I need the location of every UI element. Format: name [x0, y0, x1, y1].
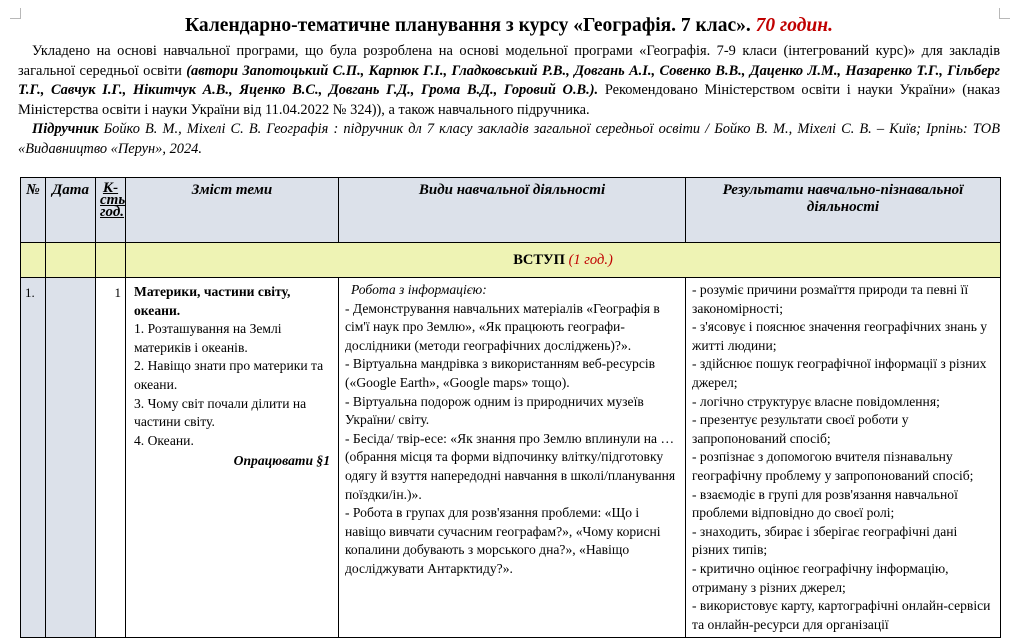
result-item: - презентує результати своєї роботи у запропонований спосіб; — [692, 412, 909, 446]
result-item: - взаємодіє в групі для розв'язання навчальної проблеми відповідно до своєї ролі; — [692, 486, 958, 521]
result-item: - розпізнає з допомогою вчителя пізнавальну географічну проблему у запропонований спосіб; — [692, 449, 974, 483]
result-item: - розуміє причини розмаїття природи та певні її закономірності; — [692, 282, 969, 316]
result-item: - критично оцінює географічну інформацію, отриману з різних джерел; — [692, 560, 949, 595]
header-date[interactable]: Дата — [46, 178, 96, 243]
section-row — [21, 243, 1001, 278]
planning-table — [20, 177, 1001, 638]
result-item: - використовує карту, картографічні онлайн-сервіси та онлайн-ресурси для організації — [692, 598, 991, 632]
textbook-text: Бойко В. М., Міхелі С. В. Географія : підручник дл 7 класу закладів загальної середньої освіти / Бойко В. М., Міхелі С. В. – Київ; Ірпінь: ТОВ «Видавництво «Перун», 2024. — [18, 121, 1000, 157]
topic-item: 4. Океани. — [134, 432, 194, 448]
title-main: Календарно-тематичне планування з курсу «Географія. 7 клас». — [185, 15, 751, 36]
intro-text-before: Укладено на основі навчальної програми, що була розроблена на основі модельної програми «Географія. 7-9 класи (інтегрований курс)» для закладів загальної середньої освіти — [18, 43, 1000, 79]
header-results[interactable]: Результати навчально-пізнавальної діяльності — [686, 178, 1001, 243]
table-header-row — [21, 178, 1001, 243]
lesson-count[interactable]: 1 — [96, 278, 126, 638]
textbook-paragraph[interactable] — [18, 120, 1000, 159]
lesson-results-cell[interactable] — [686, 278, 1001, 638]
intro-authors: (автори Запотоцький С.П., Карпюк Г.І., Гладковський Р.В., Довгань А.І., Совенко В.В., Даценко Л.М., Назаренко Т.Г., Гільберг Т.Г., Савчук І.Г., Нікитчук А.В., Яценко В.С., Довгань Г.Д., Грома В.Д., Горовий О.В.). — [18, 62, 1000, 98]
activity-item: - Робота в групах для розв'язання проблеми: «Що і навіщо вивчати сучасним географам?», «Чому корисні копалини добувають з морського дна?», «Навіщо досліджувати Антарктиду?». — [345, 505, 661, 576]
document-page — [18, 0, 1000, 159]
result-item: - знаходить, збирає і зберігає географічні дані різних типів; — [692, 523, 958, 558]
section-cell-count[interactable] — [96, 243, 126, 278]
table-row — [21, 278, 1001, 638]
activity-item: - Віртуальна мандрівка з використанням веб-ресурсів («Google Earth», «Google maps» тощо). — [345, 356, 656, 390]
lesson-num[interactable]: 1. — [21, 278, 46, 638]
header-num[interactable]: № — [21, 178, 46, 243]
header-activities[interactable]: Види навчальної діяльності — [339, 178, 686, 243]
intro-text-after: Рекомендовано Міністерством освіти і науки України» (наказ Міністерства освіти і науки України від 11.04.2022 № 324)), а також навчального підручника. — [18, 82, 1000, 118]
lesson-topic-cell[interactable] — [126, 278, 339, 638]
topic-item: 3. Чому світ почали ділити на частини світу. — [134, 395, 307, 430]
result-item: - логічно структурує власне повідомлення; — [692, 393, 940, 409]
header-count[interactable]: К-сть год. — [96, 178, 126, 243]
activity-item: - Віртуальна подорож одним із природничих музеїв України/ світу. — [345, 393, 644, 428]
activities-heading: Робота з інформацією: — [351, 282, 487, 297]
page-corner-mark-right — [999, 8, 1010, 19]
lesson-activities-cell[interactable] — [339, 278, 686, 638]
topic-task: Опрацювати §1 — [233, 453, 330, 469]
result-item: - здійснює пошук географічної інформації з різних джерел; — [692, 356, 987, 390]
document-title[interactable] — [18, 14, 1000, 38]
topic-item: 2. Навіщо знати про материки та океани. — [134, 358, 324, 392]
activity-item: - Бесіда/ твір-есе: «Як знання про Землю вплинули на … — [345, 430, 675, 446]
activity-item: - Демонстрування навчальних матеріалів «Географія в сім'ї наук про Землю», «Як працюють географи-дослідники (методи географічних досліджень)?». — [345, 300, 660, 353]
lesson-date[interactable] — [46, 278, 96, 638]
section-title: ВСТУП — [513, 251, 565, 268]
topic-title: Материки, частини світу, океани. — [134, 284, 291, 318]
activity-item: (обрання місця та форми відпочинку влітку/підготовку одягу й взуття напередодні навчання в школі/планування поїздки/ін.)». — [345, 449, 676, 502]
intro-paragraph[interactable] — [18, 42, 1000, 120]
title-hours: 70 годин. — [755, 15, 833, 36]
section-cell-num[interactable] — [21, 243, 46, 278]
section-cell-date[interactable] — [46, 243, 96, 278]
section-title-cell[interactable] — [126, 243, 1001, 278]
header-topic[interactable]: Зміст теми — [126, 178, 339, 243]
section-hours: (1 год.) — [568, 251, 613, 268]
textbook-label: Підручник — [32, 121, 99, 137]
topic-item: 1. Розташування на Землі материків і океанів. — [134, 321, 282, 355]
result-item: - з'ясовує і пояснює значення географічних знань у житті людини; — [692, 319, 988, 353]
